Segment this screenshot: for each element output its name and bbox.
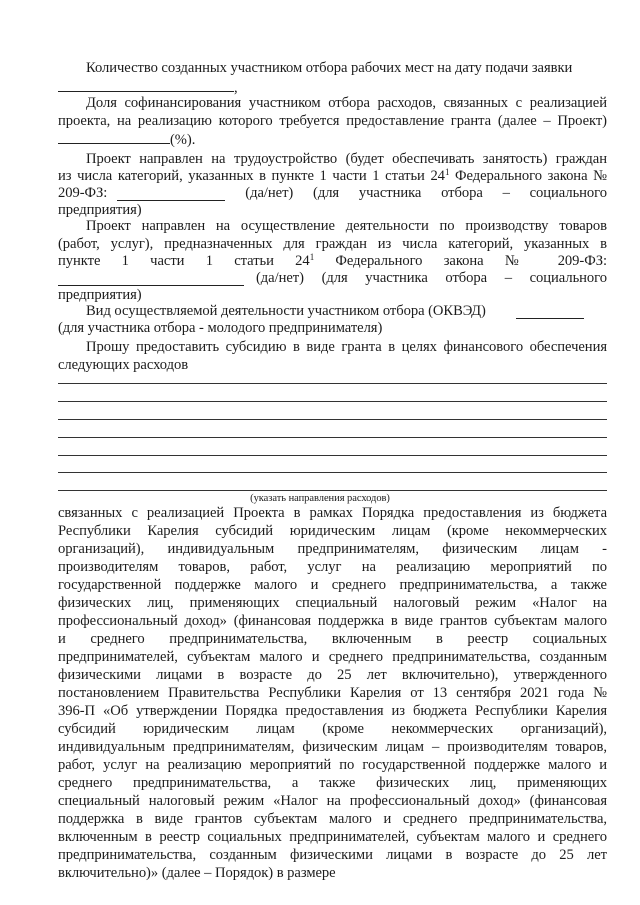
percent-label: (%). — [170, 132, 196, 148]
body-line-18: поддержка в виде грантов субъектам малого и среднего предпринимательства, — [58, 811, 607, 827]
employment-line-2-end: Федерального закона № — [449, 168, 607, 184]
body-line-9: предпринимателей, субъектам малого и среднего предпринимательства, созданным — [58, 649, 607, 665]
employment-line-2-text: из числа категорий, указанных в пункте 1 части 1 статьи 24 — [58, 168, 445, 184]
production-line-2: (работ, услуг), предназначенных для граждан из числа категорий, указанных в — [58, 236, 607, 252]
body-line-4: производителям товаров, работ, услуг на реализацию мероприятий по — [58, 559, 607, 575]
law-number-label: 209-ФЗ: — [58, 185, 108, 201]
expense-line-5[interactable] — [58, 455, 607, 456]
request-line-2: следующих расходов — [58, 357, 189, 373]
expense-line-2[interactable] — [58, 401, 607, 402]
cofinancing-percent-field[interactable] — [58, 131, 170, 144]
expense-line-6[interactable] — [58, 472, 607, 473]
expense-directions-note: (указать направления расходов) — [250, 493, 390, 504]
expense-line-3[interactable] — [58, 419, 607, 420]
body-line-1: связанных с реализацией Проекта в рамках Порядка предоставления из бюджета — [58, 505, 607, 521]
body-line-3: организаций), индивидуальным предпринимателям, физическим лицам - — [58, 541, 607, 557]
employment-line-3 — [58, 185, 607, 201]
jobs-count-field[interactable] — [58, 79, 234, 92]
body-line-17: специальный налоговый режим «Налог на профессиональный доход» (финансовая — [58, 793, 607, 809]
employment-yes-no-field[interactable] — [117, 188, 225, 201]
cofinancing-line-3 — [58, 131, 607, 148]
production-line-3 — [58, 253, 607, 269]
body-line-21: включительно)» (далее – Порядок) в размере — [58, 865, 336, 881]
production-line-3-text — [58, 253, 607, 269]
body-line-7: профессиональный доход» (финансовая поддержка в виде грантов субъектам малого — [58, 613, 607, 629]
jobs-created-line-2 — [58, 79, 607, 96]
body-line-11: постановлением Правительства Республики Карелия от 13 сентября 2021 года № — [58, 685, 607, 701]
body-line-8: и среднего предпринимательства, включенным в реестр социальных — [58, 631, 607, 647]
production-yes-no-hint: (да/нет) (для участника отбора – социального — [256, 270, 607, 286]
body-line-16: среднего предпринимательства, а также физических лиц, применяющих — [58, 775, 607, 791]
production-law-text: Федерального закона № 209-ФЗ: — [314, 253, 607, 269]
body-line-2: Республики Карелия субсидий юридическим лицам (кроме некоммерческих — [58, 523, 607, 539]
employment-line-4: предприятия) — [58, 202, 142, 218]
body-line-5: государственной поддержке малого и среднего предпринимательства, а также — [58, 577, 607, 593]
body-line-20: предпринимательства, созданным физическими лицами в возрасте до 25 лет — [58, 847, 607, 863]
cofinancing-line-2: проекта, на реализацию которого требуется предоставление гранта (далее – Проект) — [58, 113, 607, 129]
body-line-19: включенным в реестр социальных предпринимателей, субъектам малого и среднего — [58, 829, 607, 845]
article-superscript: 1 — [444, 167, 450, 177]
okved-line-2: (для участника отбора - молодого предпринимателя) — [58, 320, 383, 336]
request-line-1: Прошу предоставить субсидию в виде гранта в целях финансового обеспечения — [86, 339, 607, 355]
employment-line-2 — [58, 168, 607, 184]
body-line-12: 396-П «Об утверждении Порядка предоставления из бюджета Республики Карелия — [58, 703, 607, 719]
okved-field[interactable] — [516, 306, 584, 319]
production-article-text: пункте 1 части 1 статьи 24 — [58, 253, 310, 269]
body-line-6: физических лиц, применяющих специальный налоговый режим «Налог на — [58, 595, 607, 611]
production-line-4 — [58, 270, 607, 286]
body-line-15: работ, услуг на реализацию мероприятий по государственной поддержке малого и — [58, 757, 607, 773]
production-line-5: предприятия) — [58, 287, 142, 303]
expense-line-1[interactable] — [58, 383, 607, 384]
jobs-created-line-1: Количество созданных участником отбора рабочих мест на дату подачи заявки — [86, 60, 573, 76]
expense-line-4[interactable] — [58, 437, 607, 438]
production-article-superscript: 1 — [309, 252, 315, 262]
okved-label: Вид осуществляемой деятельности участником отбора (ОКВЭД) — [86, 303, 486, 319]
body-line-14: индивидуальным предпринимателям, физическим лицам – производителям товаров, — [58, 739, 607, 755]
production-line-1: Проект направлен на осуществление деятельности по производству товаров — [86, 218, 607, 234]
jobs-count-comma: , — [234, 80, 238, 96]
cofinancing-line-1: Доля софинансирования участником отбора расходов, связанных с реализацией — [86, 95, 607, 111]
production-yes-no-field[interactable] — [58, 273, 244, 286]
employment-line-1: Проект направлен на трудоустройство (будет обеспечивать занятость) граждан — [86, 151, 607, 167]
okved-line-1 — [86, 303, 607, 319]
body-line-13: субсидий юридическим лицам (кроме некоммерческих организаций), — [58, 721, 607, 737]
employment-yes-no-hint: (да/нет) (для участника отбора – социального — [245, 185, 607, 201]
body-line-10: физическими лицами в возрасте до 25 лет включительно), утвержденного — [58, 667, 607, 683]
